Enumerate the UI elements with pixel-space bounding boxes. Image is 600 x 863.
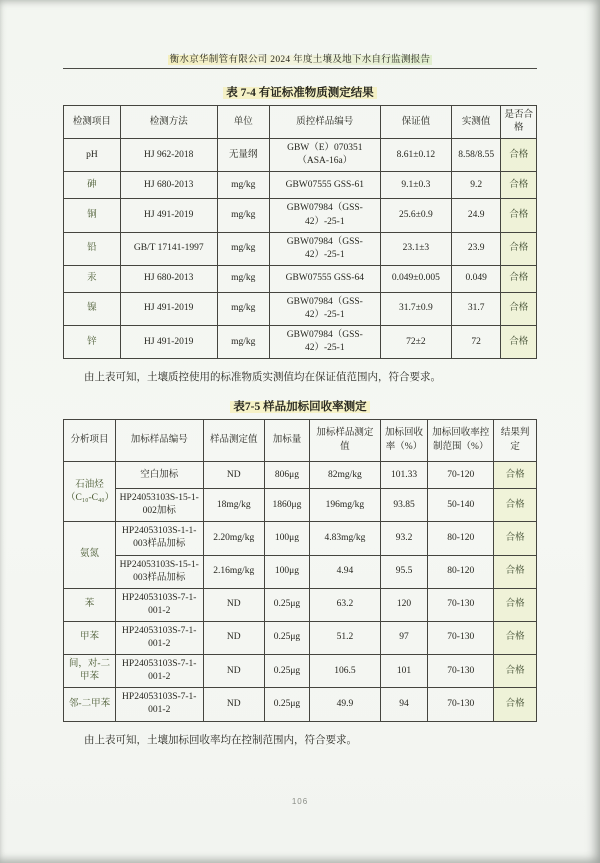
column-header: 实测值 xyxy=(451,106,501,139)
column-header: 检测方法 xyxy=(120,106,217,139)
table-row xyxy=(64,522,537,555)
page-content xyxy=(0,51,600,748)
column-header: 加标样品测定值 xyxy=(309,420,380,462)
recovery-cell: 101.33 xyxy=(380,462,427,489)
measured-value-cell: 24.9 xyxy=(451,199,501,232)
method-cell: HJ 491-2019 xyxy=(120,199,217,232)
pass-cell: 合格 xyxy=(501,232,537,265)
method-cell: GB/T 17141-1997 xyxy=(120,232,217,265)
pass-cell: 合格 xyxy=(494,462,537,489)
table-row xyxy=(64,588,537,621)
table-row xyxy=(64,172,537,199)
page-number: 106 xyxy=(291,797,309,806)
table-row xyxy=(64,232,537,265)
analyte-cell: 砷 xyxy=(64,172,121,199)
method-cell: HJ 491-2019 xyxy=(120,292,217,325)
spiked-value-cell: 106.5 xyxy=(309,655,380,688)
spike-sample-id-cell: 空白加标 xyxy=(116,462,204,489)
spiked-value-cell: 4.83mg/kg xyxy=(309,522,380,555)
certified-value-cell: 25.6±0.9 xyxy=(380,199,451,232)
analyte-cell: 汞 xyxy=(64,265,121,292)
table-row xyxy=(64,489,537,522)
unit-cell: mg/kg xyxy=(217,265,269,292)
table-7-5-title xyxy=(63,398,537,414)
table-row xyxy=(64,621,537,654)
control-range-cell: 70-130 xyxy=(428,588,494,621)
table-row xyxy=(64,462,537,489)
table-row xyxy=(64,655,537,688)
table-row xyxy=(64,326,537,359)
sample-value-cell: 2.16mg/kg xyxy=(203,555,264,588)
table-row xyxy=(64,688,537,721)
column-header: 加标量 xyxy=(265,420,310,462)
method-cell: HJ 680-2013 xyxy=(120,265,217,292)
spiked-value-cell: 196mg/kg xyxy=(309,489,380,522)
spike-sample-id-cell: HP24053103S-1-1-003样品加标 xyxy=(116,522,204,555)
column-header: 是否合格 xyxy=(501,106,537,139)
unit-cell: mg/kg xyxy=(217,292,269,325)
pass-cell: 合格 xyxy=(494,522,537,555)
analyte-cell: 氨氮 xyxy=(64,522,116,588)
spike-sample-id-cell: HP24053103S-15-1-002加标 xyxy=(116,489,204,522)
table-row xyxy=(64,265,537,292)
control-range-cell: 50-140 xyxy=(428,489,494,522)
pass-cell: 合格 xyxy=(494,555,537,588)
unit-cell: mg/kg xyxy=(217,172,269,199)
spiked-value-cell: 82mg/kg xyxy=(309,462,380,489)
sample-value-cell: ND xyxy=(203,621,264,654)
sample-value-cell: 2.20mg/kg xyxy=(203,522,264,555)
sample-value-cell: ND xyxy=(203,588,264,621)
recovery-cell: 93.85 xyxy=(380,489,427,522)
control-range-cell: 80-120 xyxy=(428,522,494,555)
analyte-cell: 锌 xyxy=(64,326,121,359)
pass-cell: 合格 xyxy=(494,489,537,522)
measured-value-cell: 9.2 xyxy=(451,172,501,199)
unit-cell: mg/kg xyxy=(217,326,269,359)
qc-sample-id-cell: GBW07984（GSS-42）-25-1 xyxy=(269,292,380,325)
method-cell: HJ 491-2019 xyxy=(120,326,217,359)
pass-cell: 合格 xyxy=(501,326,537,359)
measured-value-cell: 31.7 xyxy=(451,292,501,325)
spike-amount-cell: 0.25μg xyxy=(265,688,310,721)
method-cell: HJ 962-2018 xyxy=(120,139,217,172)
column-header: 加标回收率控制范围（%） xyxy=(428,420,494,462)
pass-cell: 合格 xyxy=(494,588,537,621)
column-header: 结果判定 xyxy=(494,420,537,462)
pass-cell: 合格 xyxy=(501,292,537,325)
control-range-cell: 70-130 xyxy=(428,655,494,688)
spike-amount-cell: 0.25μg xyxy=(265,655,310,688)
spiked-value-cell: 49.9 xyxy=(309,688,380,721)
sample-value-cell: ND xyxy=(203,462,264,489)
measured-value-cell: 0.049 xyxy=(451,265,501,292)
table-row xyxy=(64,199,537,232)
control-range-cell: 70-130 xyxy=(428,688,494,721)
spike-sample-id-cell: HP24053103S-7-1-001-2 xyxy=(116,621,204,654)
document-header xyxy=(63,51,537,65)
header-divider xyxy=(63,68,537,69)
spiked-value-cell: 51.2 xyxy=(309,621,380,654)
sample-value-cell: ND xyxy=(203,655,264,688)
measured-value-cell: 8.58/8.55 xyxy=(451,139,501,172)
unit-cell: mg/kg xyxy=(217,199,269,232)
pass-cell: 合格 xyxy=(501,265,537,292)
spike-sample-id-cell: HP24053103S-15-1-003样品加标 xyxy=(116,555,204,588)
table-7-4-note: 由上表可知，土壤质控使用的标准物质实测值均在保证值范围内，符合要求。 xyxy=(84,372,441,384)
spike-sample-id-cell: HP24053103S-7-1-001-2 xyxy=(116,688,204,721)
document-header-title: 衡水京华制管有限公司 2024 年度土壤及地下水自行监测报告 xyxy=(169,55,431,65)
recovery-cell: 101 xyxy=(380,655,427,688)
spike-amount-cell: 100μg xyxy=(265,522,310,555)
qc-sample-id-cell: GBW（E）070351（ASA-16a） xyxy=(269,139,380,172)
analyte-cell: 镍 xyxy=(64,292,121,325)
recovery-cell: 94 xyxy=(380,688,427,721)
qc-sample-id-cell: GBW07984（GSS-42）-25-1 xyxy=(269,232,380,265)
qc-sample-id-cell: GBW07984（GSS-42）-25-1 xyxy=(269,199,380,232)
recovery-cell: 120 xyxy=(380,588,427,621)
analyte-cell: 邻-二甲苯 xyxy=(64,688,116,721)
analyte-cell: 间，对-二甲苯 xyxy=(64,655,116,688)
spiked-value-cell: 63.2 xyxy=(309,588,380,621)
measured-value-cell: 23.9 xyxy=(451,232,501,265)
control-range-cell: 70-130 xyxy=(428,621,494,654)
analyte-cell: 石油烃（C₁₀-C₄₀） xyxy=(64,462,116,522)
measured-value-cell: 72 xyxy=(451,326,501,359)
qc-sample-id-cell: GBW07555 GSS-61 xyxy=(269,172,380,199)
table-7-4-title-text: 表 7-4 有证标准物质测定结果 xyxy=(223,87,377,99)
table-7-5-note: 由上表可知，土壤加标回收率均在控制范围内，符合要求。 xyxy=(84,734,357,746)
analyte-cell: 铅 xyxy=(64,232,121,265)
recovery-cell: 95.5 xyxy=(380,555,427,588)
pass-cell: 合格 xyxy=(494,688,537,721)
pass-cell: 合格 xyxy=(501,139,537,172)
table-7-5-title-text: 表7-5 样品加标回收率测定 xyxy=(230,401,369,413)
analyte-cell: 铜 xyxy=(64,199,121,232)
certified-value-cell: 8.61±0.12 xyxy=(380,139,451,172)
column-header: 加标样品编号 xyxy=(116,420,204,462)
qc-sample-id-cell: GBW07984（GSS-42）-25-1 xyxy=(269,326,380,359)
spike-sample-id-cell: HP24053103S-7-1-001-2 xyxy=(116,655,204,688)
column-header: 检测项目 xyxy=(64,106,121,139)
control-range-cell: 70-120 xyxy=(428,462,494,489)
column-header: 样品测定值 xyxy=(203,420,264,462)
spike-amount-cell: 100μg xyxy=(265,555,310,588)
column-header: 单位 xyxy=(217,106,269,139)
analyte-cell: 苯 xyxy=(64,588,116,621)
column-header: 加标回收率（%） xyxy=(380,420,427,462)
recovery-cell: 97 xyxy=(380,621,427,654)
spike-amount-cell: 1860μg xyxy=(265,489,310,522)
spike-amount-cell: 806μg xyxy=(265,462,310,489)
table-7-5-header-row xyxy=(64,420,537,462)
table-7-4 xyxy=(63,105,537,359)
qc-sample-id-cell: GBW07555 GSS-64 xyxy=(269,265,380,292)
column-header: 质控样品编号 xyxy=(269,106,380,139)
recovery-cell: 93.2 xyxy=(380,522,427,555)
certified-value-cell: 0.049±0.005 xyxy=(380,265,451,292)
pass-cell: 合格 xyxy=(501,172,537,199)
table-row xyxy=(64,555,537,588)
method-cell: HJ 680-2013 xyxy=(120,172,217,199)
table-7-4-title xyxy=(63,84,537,100)
table-7-5 xyxy=(63,419,537,722)
control-range-cell: 80-120 xyxy=(428,555,494,588)
certified-value-cell: 23.1±3 xyxy=(380,232,451,265)
spike-sample-id-cell: HP24053103S-7-1-001-2 xyxy=(116,588,204,621)
analyte-cell: pH xyxy=(64,139,121,172)
unit-cell: mg/kg xyxy=(217,232,269,265)
pass-cell: 合格 xyxy=(494,621,537,654)
certified-value-cell: 9.1±0.3 xyxy=(380,172,451,199)
pass-cell: 合格 xyxy=(494,655,537,688)
column-header: 保证值 xyxy=(380,106,451,139)
table-7-4-header-row xyxy=(64,106,537,139)
table-row xyxy=(64,292,537,325)
table-row xyxy=(64,139,537,172)
certified-value-cell: 72±2 xyxy=(380,326,451,359)
analyte-cell: 甲苯 xyxy=(64,621,116,654)
unit-cell: 无量纲 xyxy=(217,139,269,172)
spike-amount-cell: 0.25μg xyxy=(265,621,310,654)
sample-value-cell: 18mg/kg xyxy=(203,489,264,522)
spike-amount-cell: 0.25μg xyxy=(265,588,310,621)
pass-cell: 合格 xyxy=(501,199,537,232)
spiked-value-cell: 4.94 xyxy=(309,555,380,588)
sample-value-cell: ND xyxy=(203,688,264,721)
column-header: 分析项目 xyxy=(64,420,116,462)
certified-value-cell: 31.7±0.9 xyxy=(380,292,451,325)
